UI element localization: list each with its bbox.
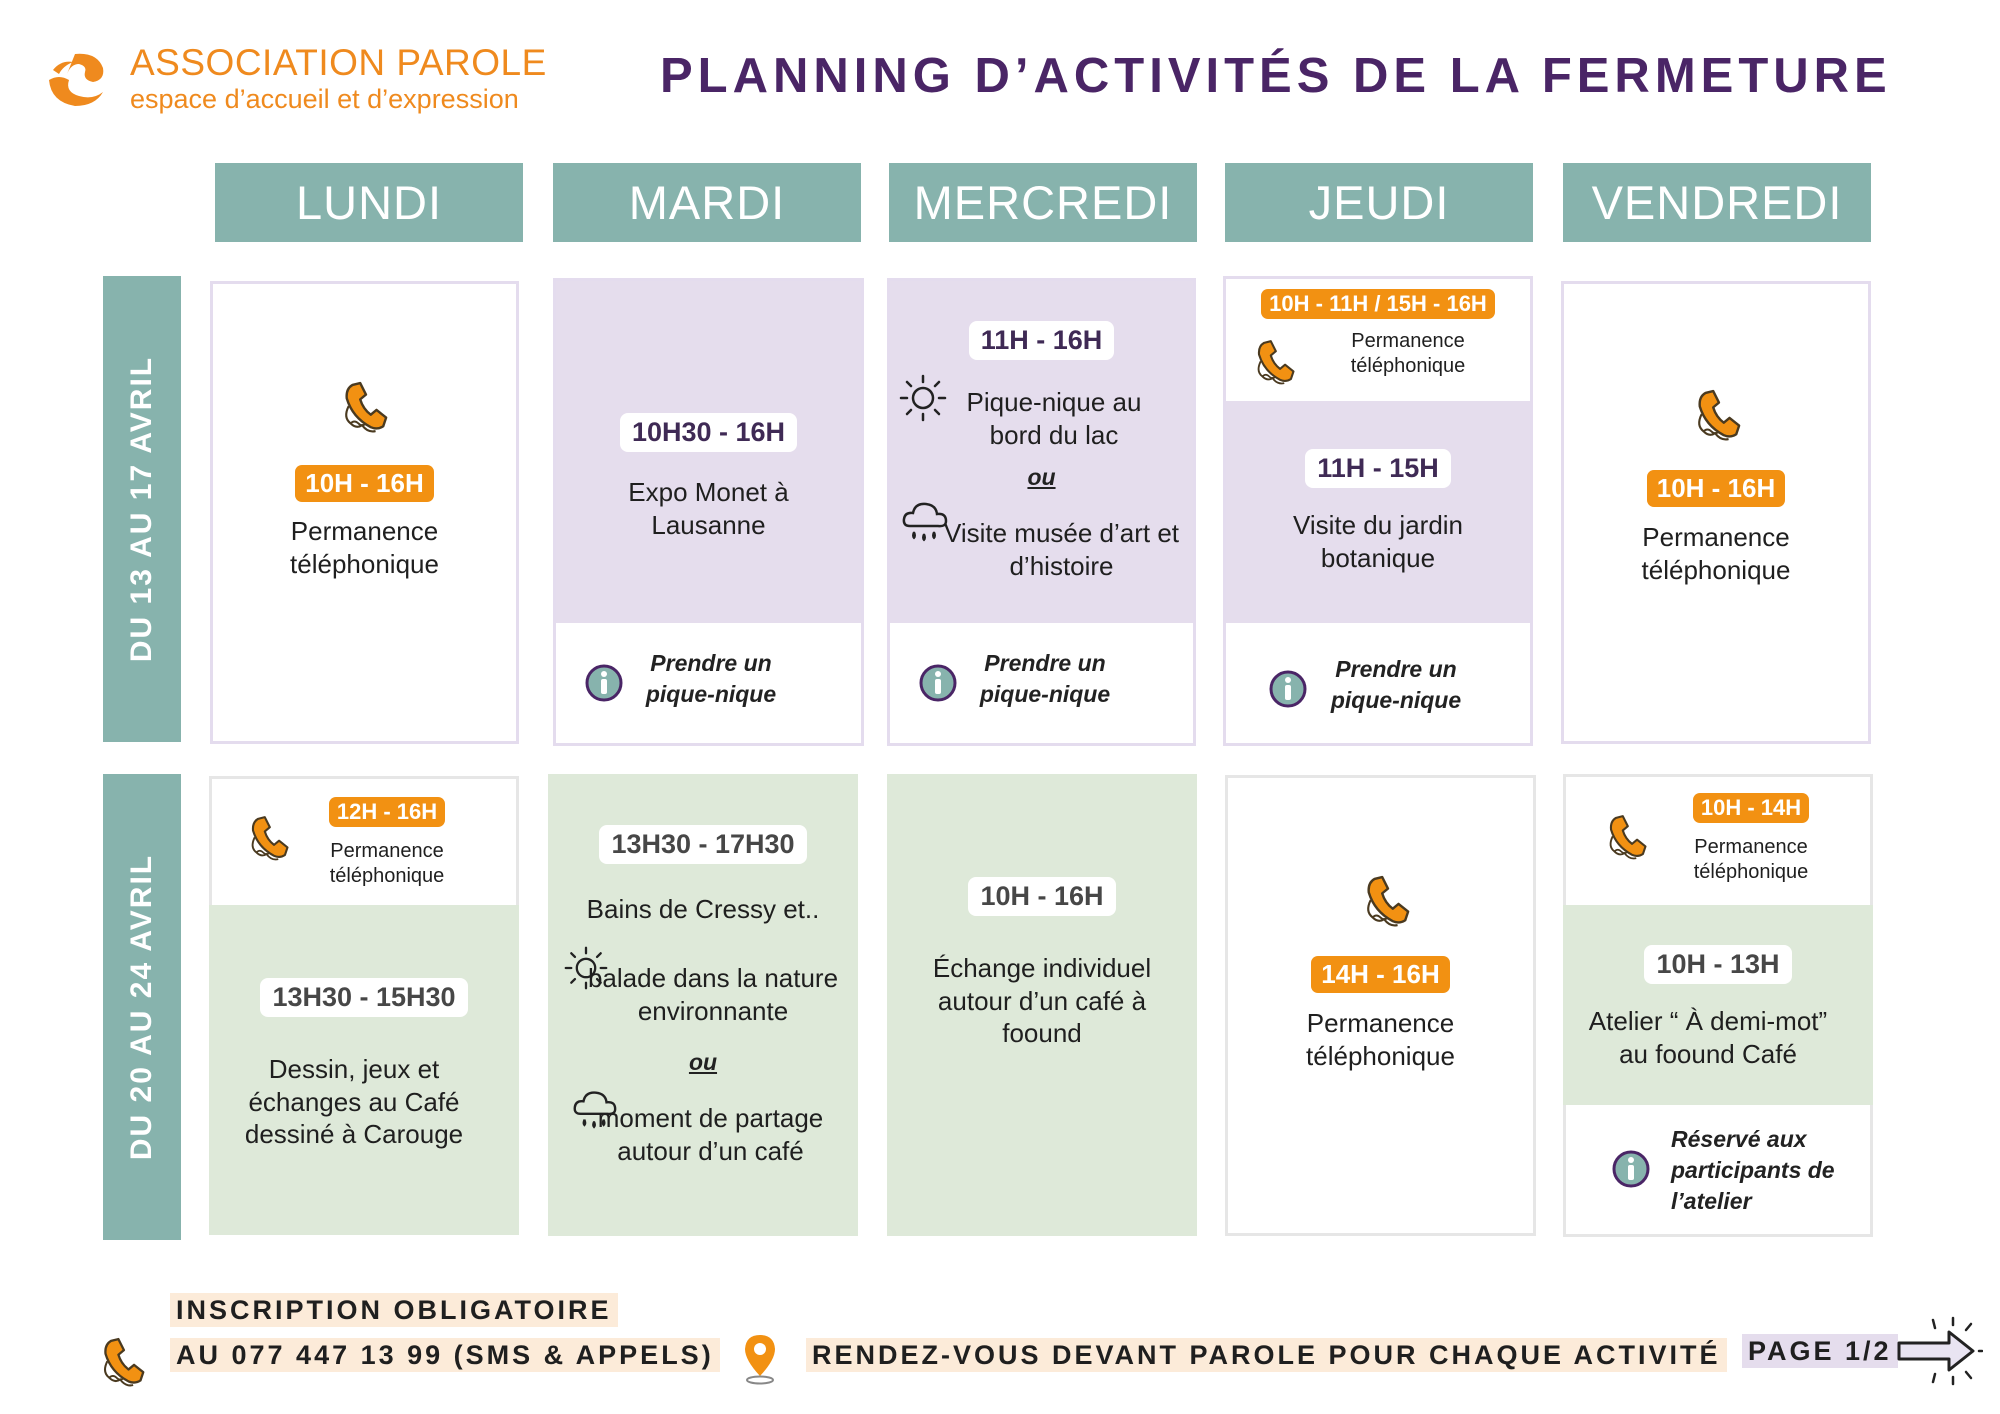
- time-badge: 10H - 16H: [1647, 470, 1786, 507]
- phone-time-badge: 12H - 16H: [329, 797, 445, 827]
- cell-w1-lundi: [210, 281, 519, 744]
- meeting-point: RENDEZ-VOUS DEVANT PAROLE POUR CHAQUE ACTIVITÉ: [806, 1338, 1727, 1372]
- note-text: Prendre un pique-nique: [1330, 656, 1462, 714]
- activity-text: Échange individuel autour d’un café à foound: [932, 953, 1152, 1048]
- phone-number: AU 077 447 13 99 (SMS & APPELS): [170, 1338, 720, 1372]
- next-arrow-icon[interactable]: [1893, 1316, 1983, 1386]
- activity-block: [1226, 401, 1530, 623]
- day-header-vendredi: VENDREDI: [1563, 163, 1871, 242]
- phone-text: Permanence téléphonique: [329, 840, 445, 887]
- time-badge: 11H - 16H: [969, 321, 1115, 360]
- cell-w1-mardi: [553, 278, 864, 746]
- cell-w2-mardi: [548, 774, 858, 1236]
- day-header-jeudi: JEUDI: [1225, 163, 1533, 242]
- activity-text: Permanence téléphonique: [290, 516, 439, 579]
- activity-text: Dessin, jeux et échanges au Café dessiné à Carouge: [244, 1054, 464, 1149]
- cell-w2-vendredi: [1563, 774, 1873, 1237]
- time-badge: 10H - 16H: [295, 465, 434, 502]
- day-header-mardi: MARDI: [553, 163, 861, 242]
- activity-text: Permanence téléphonique: [1641, 522, 1791, 585]
- cell-w1-jeudi: [1223, 276, 1533, 746]
- note-box: [556, 623, 861, 743]
- info-icon: [1268, 669, 1308, 709]
- phone-icon: [1363, 873, 1411, 931]
- phone-time-badge: 10H - 14H: [1693, 793, 1809, 823]
- phone-icon: [100, 1335, 146, 1391]
- activity-text: Atelier “ À demi-mot” au foound Café: [1588, 1006, 1828, 1069]
- info-icon: [1611, 1149, 1651, 1189]
- logo-tagline: espace d’accueil et d’expression: [130, 84, 519, 114]
- page-indicator: PAGE 1/2: [1742, 1334, 1898, 1368]
- phone-icon: [1606, 812, 1648, 864]
- activity-text: Expo Monet à Lausanne: [628, 477, 789, 540]
- time-badge: 10H30 - 16H: [620, 413, 797, 452]
- cell-w1-mercredi: [887, 278, 1196, 746]
- time-badge: 10H - 13H: [1644, 945, 1791, 984]
- option-sunny: Pique-nique au bord du lac: [966, 387, 1142, 450]
- phone-time-badge: 10H - 11H / 15H - 16H: [1261, 289, 1495, 319]
- page-title: PLANNING D’ACTIVITÉS DE LA FERMETURE: [660, 49, 1892, 103]
- phone-text: Permanence téléphonique: [1350, 330, 1466, 377]
- day-header-mercredi: MERCREDI: [889, 163, 1197, 242]
- phone-icon: [1254, 337, 1296, 389]
- option-rainy: moment de partage autour d’un café: [597, 1103, 824, 1166]
- day-header-lundi: LUNDI: [215, 163, 523, 242]
- info-icon: [584, 663, 624, 703]
- activity-text: Visite du jardin botanique: [1292, 510, 1464, 573]
- note-text: Prendre un pique-nique: [979, 650, 1111, 708]
- phone-icon: [1694, 387, 1742, 445]
- or-separator: ou: [688, 1049, 718, 1075]
- sun-icon: [898, 373, 948, 423]
- inscription-label: INSCRIPTION OBLIGATOIRE: [170, 1293, 618, 1327]
- logo-icon: [45, 50, 107, 108]
- phone-icon: [341, 379, 389, 437]
- time-badge: 13H30 - 17H30: [599, 825, 806, 864]
- cell-w2-mercredi: [887, 774, 1197, 1236]
- note-text: Réservé aux participants de l’atelier: [1671, 1126, 1835, 1215]
- note-box: [890, 623, 1193, 743]
- note-text: Prendre un pique-nique: [645, 650, 777, 708]
- info-icon: [918, 663, 958, 703]
- activity-intro: Bains de Cressy et..: [586, 894, 820, 924]
- time-badge: 14H - 16H: [1311, 956, 1450, 993]
- activity-block: [1563, 905, 1873, 1105]
- cell-w1-vendredi: [1561, 281, 1871, 744]
- activity-block: [209, 905, 519, 1235]
- option-sunny: balade dans la nature environnante: [587, 963, 839, 1026]
- logo-name: ASSOCIATION PAROLE: [130, 42, 547, 83]
- week-band-2: [103, 774, 181, 1240]
- week-band-1: [103, 276, 181, 742]
- activity-text: Permanence téléphonique: [1306, 1008, 1455, 1071]
- option-rainy: Visite musée d’art et d’histoire: [943, 518, 1180, 581]
- week-label-2: DU 20 AU 24 AVRIL: [125, 853, 159, 1161]
- time-badge: 10H - 16H: [968, 877, 1115, 916]
- cell-w2-lundi: [209, 776, 519, 1235]
- time-badge: 13H30 - 15H30: [260, 978, 467, 1017]
- location-pin-icon: [740, 1332, 780, 1386]
- phone-text: Permanence téléphonique: [1693, 836, 1809, 883]
- week-label-1: DU 13 AU 17 AVRIL: [125, 355, 159, 663]
- time-badge: 11H - 15H: [1305, 449, 1451, 488]
- or-separator: ou: [1027, 464, 1056, 490]
- cell-w2-jeudi: [1225, 775, 1536, 1236]
- phone-icon: [248, 813, 290, 865]
